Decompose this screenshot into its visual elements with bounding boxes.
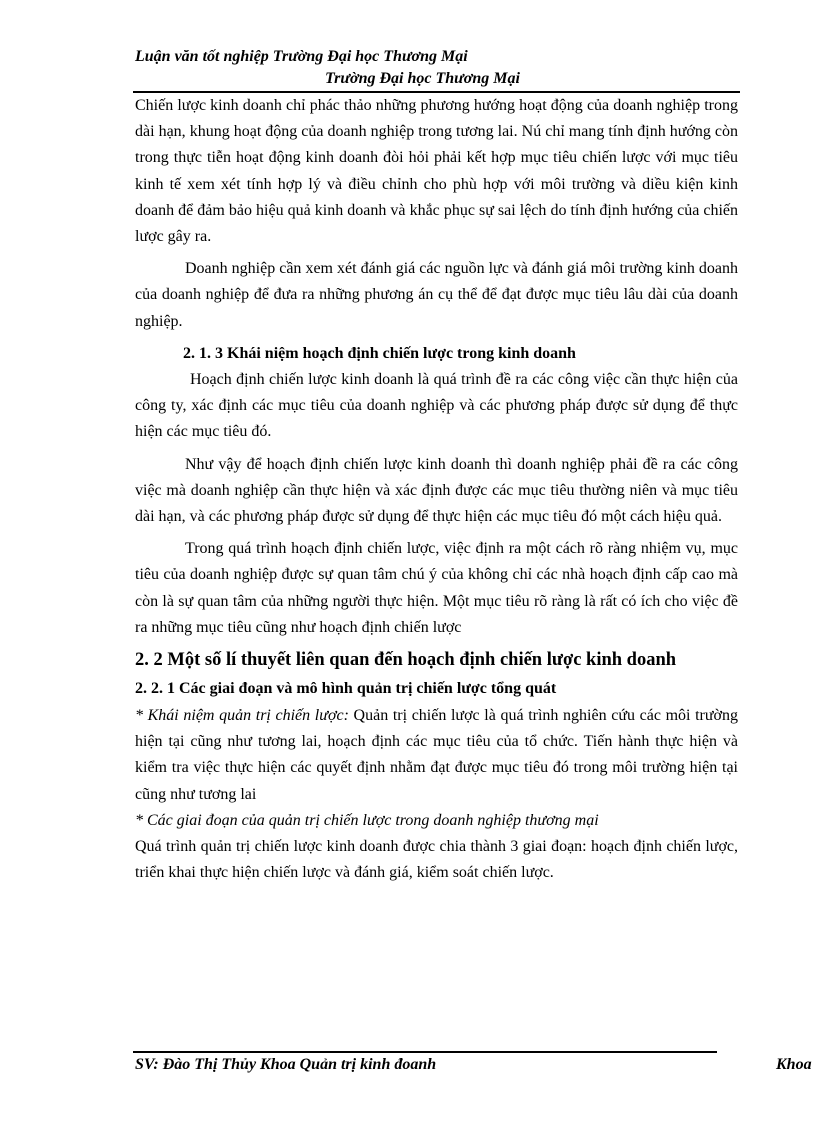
footer-faculty: Khoa <box>776 1056 812 1073</box>
footer-student: SV: Đào Thị Thủy Khoa Quản trị kinh đoanh <box>135 1056 437 1073</box>
paragraph-5: Trong quá trình hoạch định chiến lược, việc định ra một cách rõ ràng nhiệm vụ, mục tiêu của doanh nghiệp được sự quan tâm chú ý của không chỉ các nhà hoạch định cấp cao mà còn là sự quan tâm của những người thực hiện. Một mục tiêu rõ ràng là rất có ích cho việc đề ra những mục tiêu cũng như hoạch định chiến lược <box>135 540 738 636</box>
paragraph-4: Như vậy để hoạch định chiến lược kinh doanh thì doanh nghiệp phải đề ra các công việc mà doanh nghiệp cần thực hiện và xác định được các mục tiêu thường niên và mục tiêu dài hạn, và các phương pháp được sử dụng để thực hiện các mục tiêu đó một cách hiệu quả. <box>135 455 738 526</box>
paragraph-7: * Các giai đoạn của quản trị chiến lược trong doanh nghiệp thương mại <box>135 811 599 829</box>
paragraph-2: Doanh nghiệp cần xem xét đánh giá các nguồn lực và đánh giá môi trường kinh doanh của doanh nghiệp để đưa ra những phương án cụ thể để đạt được mục tiêu lâu dài của doanh nghiệp. <box>135 260 738 330</box>
running-header-school: Trường Đại học Thương Mại <box>325 70 520 87</box>
section-heading-2-1-3: 2. 1. 3 Khái niệm hoạch định chiến lược trong kinh doanh <box>183 344 576 362</box>
section-heading-2-2: 2. 2 Một số lí thuyết liên quan đến hoạch định chiến lược kinh doanh <box>135 650 677 671</box>
running-header-title: Luận văn tốt nghiệp Trường Đại học Thương Mại <box>135 48 468 65</box>
page-body <box>135 93 738 886</box>
paragraph-3: Hoạch định chiến lược kinh doanh là quá trình đề ra các công việc cần thực hiện của công ty, xác định các mục tiêu của doanh nghiệp và các phương pháp được sử dụng để thực hiện các mục tiêu đó. <box>135 371 738 441</box>
paragraph-8: Quá trình quản trị chiến lược kinh doanh được chia thành 3 giai đoạn: hoạch định chiến lược, triển khai thực hiện chiến lược và đánh giá, kiểm soát chiến lược. <box>135 838 738 882</box>
definition-text: Quản trị chiến lược là quá trình nghiên cứu các môi trường hiện tại cũng như tương lai, hoạch định các mục tiêu của tổ chức. Tiến hành thực hiện và kiểm tra việc thực hiện các quyết định nhằm đạt được mục tiêu đó trong môi trường hiện tại cũng như tương lai <box>135 707 738 803</box>
footer-rule <box>133 1051 717 1053</box>
paragraph-6 <box>135 703 738 808</box>
paragraph-1: Chiến lược kinh doanh chỉ phác thảo những phương hướng hoạt động của doanh nghiệp trong dài hạn, khung hoạt động của doanh nghiệp trong tương lai. Nú chỉ mang tính định hướng còn trong thực tiễn hoạt động kinh doanh đòi hỏi phải kết hợp mục tiêu chiến lược với mục tiêu kinh tế xem xét tính hợp lý và điều chỉnh cho phù hợp với môi trường và diều kiện kinh doanh để đảm bảo hiệu quả kinh doanh và khắc phục sự sai lệch do tính định hướng của chiến lược gây ra. <box>135 97 738 246</box>
section-heading-2-2-1: 2. 2. 1 Các giai đoạn và mô hình quản trị chiến lược tổng quát <box>135 680 557 698</box>
definition-label: * Khái niệm quản trị chiến lược: <box>135 707 349 725</box>
